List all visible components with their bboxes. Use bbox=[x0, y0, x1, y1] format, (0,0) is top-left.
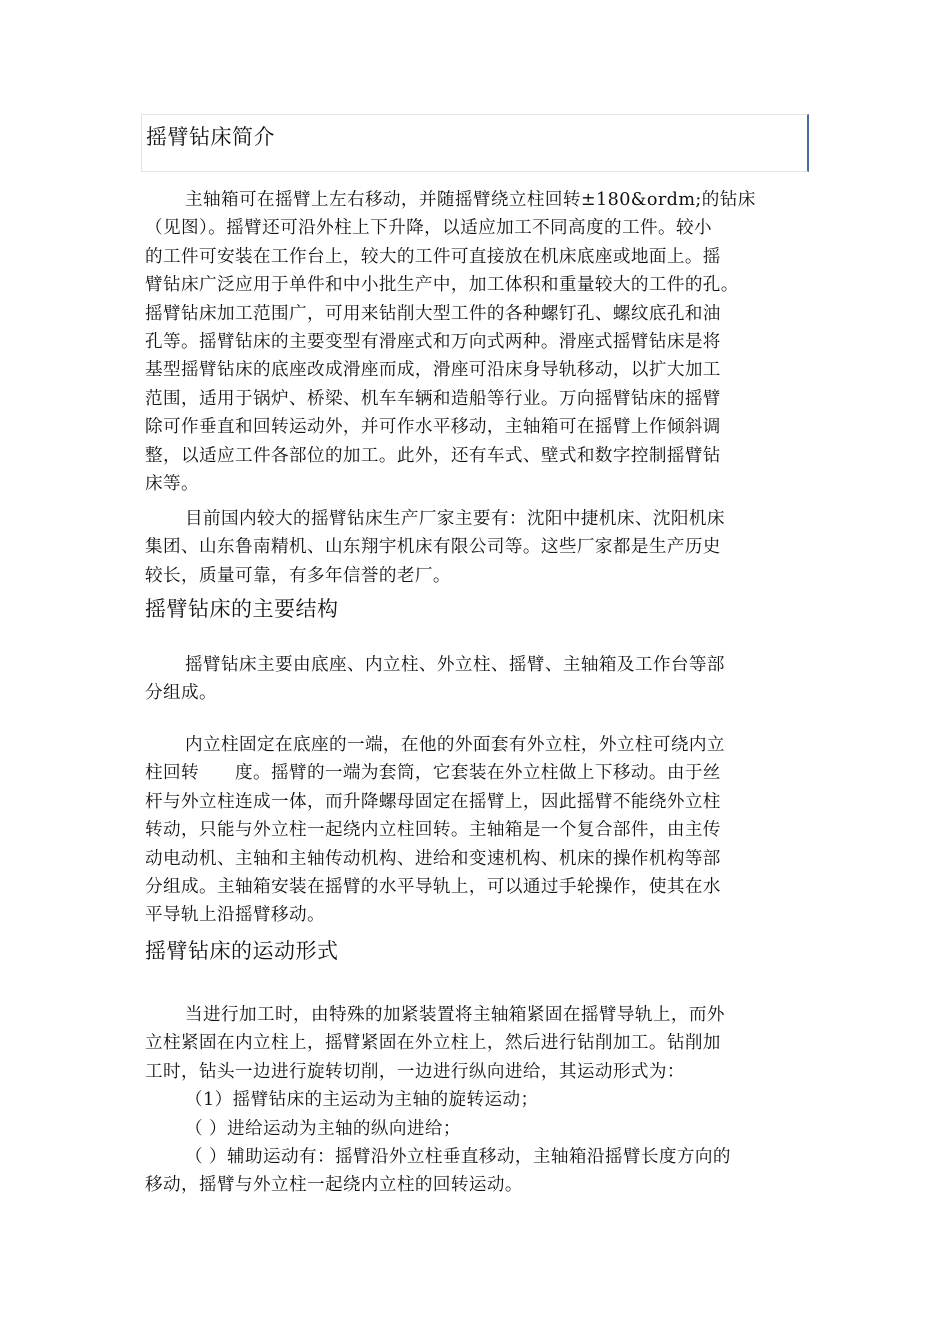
structure-paragraph-2 bbox=[145, 731, 811, 930]
text-line: 床等。 bbox=[145, 473, 199, 494]
text-line: 杆与外立柱连成一体，而升降螺母固定在摇臂上，因此摇臂不能绕外立柱 bbox=[145, 791, 721, 812]
text-line: 目前国内较大的摇臂钻床生产厂家主要有：沈阳中捷机床、沈阳机床 bbox=[185, 509, 725, 529]
text-line: 主轴箱可在摇臂上左右移动，并随摇臂绕立柱回转±180&ordm;的钻床 bbox=[185, 190, 756, 210]
text-line: 内立柱固定在底座的一端，在他的外面套有外立柱，外立柱可绕内立 bbox=[185, 735, 725, 755]
motion-paragraph bbox=[145, 1001, 811, 1200]
text-line: 整，以适应工件各部位的加工。此外，还有车式、壁式和数字控制摇臂钻 bbox=[145, 445, 721, 466]
text-line: 孔等。摇臂钻床的主要变型有滑座式和万向式两种。滑座式摇臂钻床是将 bbox=[145, 331, 721, 352]
text-line: 分组成。 bbox=[145, 683, 217, 704]
text-line: 范围，适用于锅炉、桥梁、机车车辆和造船等行业。万向摇臂钻床的摇臂 bbox=[145, 388, 721, 409]
text-line: 基型摇臂钻床的底座改成滑座而成，滑座可沿床身导轨移动，以扩大加工 bbox=[145, 360, 721, 381]
page-title: 摇臂钻床简介 bbox=[146, 125, 275, 149]
manufacturers-paragraph bbox=[145, 505, 811, 590]
text-line: 的工件可安装在工作台上，较大的工件可直接放在机床底座或地面上。摇 bbox=[145, 246, 721, 267]
text-line: 转动，只能与外立柱一起绕内立柱回转。主轴箱是一个复合部件，由主传 bbox=[145, 820, 721, 841]
text-line: 摇臂钻床主要由底座、内立柱、外立柱、摇臂、主轴箱及工作台等部 bbox=[185, 655, 725, 675]
text-line: 移动，摇臂与外立柱一起绕内立柱的回转运动。 bbox=[145, 1175, 523, 1196]
list-item: （1）摇臂钻床的主运动为主轴的旋转运动； bbox=[185, 1090, 539, 1111]
structure-paragraph-1 bbox=[145, 651, 811, 708]
text-line: 工时，钻头一边进行旋转切削，一边进行纵向进给，其运动形式为： bbox=[145, 1061, 685, 1082]
text-line: 柱回转 度。摇臂的一端为套筒，它套装在外立柱做上下移动。由于丝 bbox=[145, 763, 721, 784]
text-line: 集团、山东鲁南精机、山东翔宇机床有限公司等。这些厂家都是生产历史 bbox=[145, 537, 721, 558]
structure-heading: 摇臂钻床的主要结构 bbox=[145, 597, 339, 621]
text-line: 臂钻床广泛应用于单件和中小批生产中，加工体积和重量较大的工件的孔。 bbox=[145, 275, 739, 296]
intro-paragraph bbox=[145, 186, 811, 498]
list-item: （ ）进给运动为主轴的纵向进给； bbox=[185, 1118, 461, 1139]
section-title-box bbox=[141, 114, 809, 172]
text-line: 摇臂钻床加工范围广，可用来钻削大型工件的各种螺钉孔、螺纹底孔和油 bbox=[145, 303, 721, 324]
motion-heading: 摇臂钻床的运动形式 bbox=[145, 939, 339, 963]
text-line: 较长，质量可靠，有多年信誉的老厂。 bbox=[145, 565, 451, 586]
list-item: （ ）辅助运动有：摇臂沿外立柱垂直移动，主轴箱沿摇臂长度方向的 bbox=[185, 1146, 731, 1167]
text-line: 平导轨上沿摇臂移动。 bbox=[145, 905, 325, 926]
text-line: （见图）。摇臂还可沿外柱上下升降，以适应加工不同高度的工件。较小 bbox=[145, 218, 713, 239]
text-line: 除可作垂直和回转运动外，并可作水平移动，主轴箱可在摇臂上作倾斜调 bbox=[145, 417, 721, 438]
text-line: 当进行加工时，由特殊的加紧装置将主轴箱紧固在摇臂导轨上，而外 bbox=[185, 1005, 725, 1025]
text-line: 立柱紧固在内立柱上，摇臂紧固在外立柱上，然后进行钻削加工。钻削加 bbox=[145, 1033, 721, 1054]
text-line: 动电动机、主轴和主轴传动机构、进给和变速机构、机床的操作机构等部 bbox=[145, 848, 721, 869]
text-line: 分组成。主轴箱安装在摇臂的水平导轨上，可以通过手轮操作，使其在水 bbox=[145, 876, 721, 897]
